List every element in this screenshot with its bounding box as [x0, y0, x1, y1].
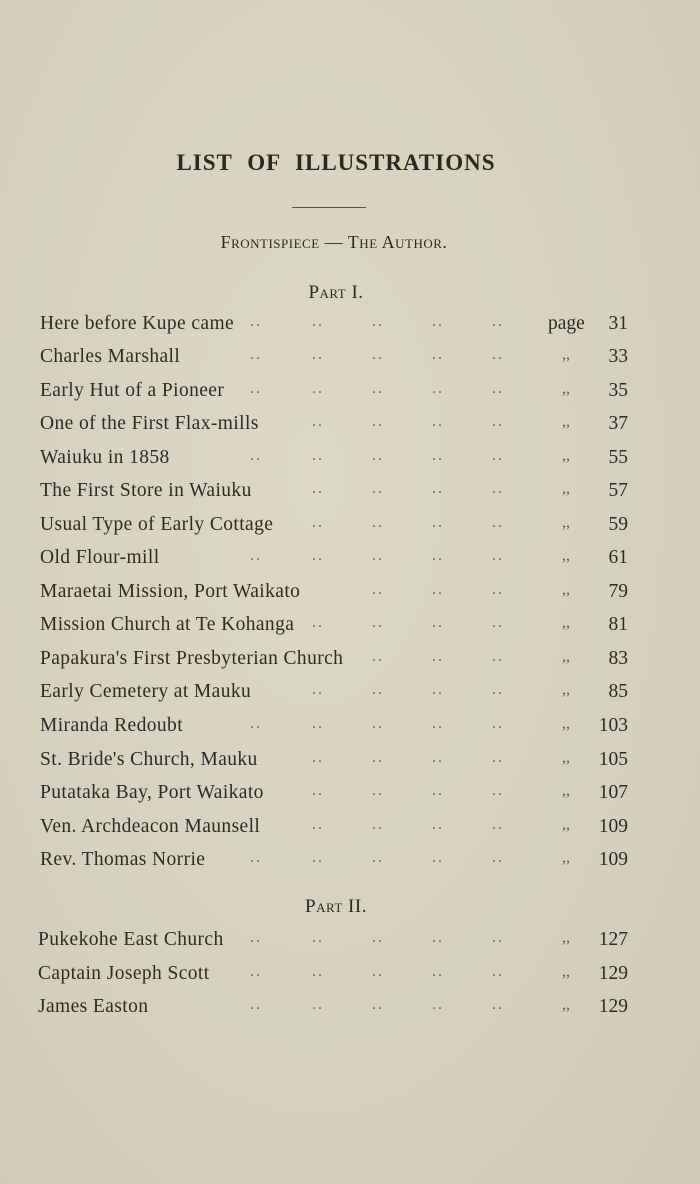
page-number: 79 — [608, 581, 628, 602]
illustration-entry — [0, 514, 700, 542]
dot-leader: .. — [250, 963, 262, 980]
dot-leader: .. — [372, 816, 384, 833]
page-number: 61 — [608, 547, 628, 568]
dot-leader: .. — [250, 849, 262, 866]
illustration-entry — [0, 929, 700, 957]
illustration-entry — [0, 996, 700, 1024]
page-prefix: ,, — [562, 447, 570, 464]
page-number: 83 — [608, 648, 628, 669]
entry-title: Miranda Redoubt — [40, 715, 184, 736]
dot-leader: .. — [312, 480, 324, 497]
entry-title: Ven. Archdeacon Maunsell — [40, 816, 261, 837]
dot-leader: .. — [312, 996, 324, 1013]
dot-leader: .. — [432, 581, 444, 598]
dot-leader: .. — [492, 996, 504, 1013]
dot-leader: .. — [432, 816, 444, 833]
title-rule — [292, 207, 366, 208]
entry-title: Here before Kupe came — [40, 313, 235, 334]
dot-leader: .. — [312, 380, 324, 397]
frontispiece-line: Frontispiece — The Author. — [220, 232, 448, 252]
page-number: 127 — [598, 929, 628, 950]
dot-leader: .. — [432, 346, 444, 363]
dot-leader: .. — [492, 648, 504, 665]
dot-leader: .. — [492, 782, 504, 799]
page-prefix: ,, — [562, 929, 570, 946]
dot-leader: .. — [312, 929, 324, 946]
illustration-entry — [0, 380, 700, 408]
dot-leader: .. — [312, 413, 324, 430]
dot-leader: .. — [250, 447, 262, 464]
page-number: 35 — [608, 380, 628, 401]
entry-title: Usual Type of Early Cottage — [40, 514, 274, 535]
entry-title: Early Cemetery at Mauku — [40, 681, 252, 702]
entry-title: The First Store in Waiuku — [40, 480, 252, 501]
dot-leader: .. — [492, 614, 504, 631]
illustration-entry — [0, 581, 700, 609]
page-prefix: ,, — [562, 413, 570, 430]
page-prefix: ,, — [562, 514, 570, 531]
page-number: 33 — [608, 346, 628, 367]
illustration-entry — [0, 480, 700, 508]
illustration-entry — [0, 749, 700, 777]
dot-leader: .. — [372, 749, 384, 766]
page-number: 55 — [608, 447, 628, 468]
page-prefix: ,, — [562, 681, 570, 698]
entry-title: Pukekohe East Church — [38, 929, 224, 950]
page-prefix: ,, — [562, 963, 570, 980]
dot-leader: .. — [312, 614, 324, 631]
dot-leader: .. — [250, 929, 262, 946]
page-number: 31 — [608, 313, 628, 334]
dot-leader: .. — [432, 547, 444, 564]
entry-title: One of the First Flax-mills — [40, 413, 259, 434]
illustration-entry — [0, 614, 700, 642]
entry-title: Maraetai Mission, Port Waikato — [40, 581, 301, 602]
entry-title: Early Hut of a Pioneer — [40, 380, 225, 401]
dot-leader: .. — [372, 715, 384, 732]
page-prefix: ,, — [562, 581, 570, 598]
page-prefix: ,, — [562, 849, 570, 866]
dot-leader: .. — [492, 346, 504, 363]
dot-leader: .. — [492, 413, 504, 430]
dot-leader: .. — [372, 681, 384, 698]
dot-leader: .. — [432, 782, 444, 799]
dot-leader: .. — [492, 581, 504, 598]
illustration-entry — [0, 447, 700, 475]
dot-leader: .. — [492, 816, 504, 833]
page-prefix: ,, — [562, 715, 570, 732]
page-number: 107 — [598, 782, 628, 803]
page-prefix: ,, — [562, 996, 570, 1013]
dot-leader: .. — [432, 715, 444, 732]
dot-leader: .. — [432, 681, 444, 698]
page-prefix: ,, — [562, 816, 570, 833]
page-prefix: ,, — [562, 749, 570, 766]
dot-leader: .. — [372, 547, 384, 564]
page-number: 85 — [608, 681, 628, 702]
dot-leader: .. — [432, 614, 444, 631]
page-prefix: ,, — [562, 346, 570, 363]
dot-leader: .. — [372, 581, 384, 598]
dot-leader: .. — [492, 447, 504, 464]
dot-leader: .. — [432, 996, 444, 1013]
page-prefix: ,, — [562, 547, 570, 564]
entry-title: James Easton — [38, 996, 149, 1017]
page-number: 129 — [598, 963, 628, 984]
dot-leader: .. — [432, 514, 444, 531]
page-number: 57 — [608, 480, 628, 501]
illustration-entry — [0, 346, 700, 374]
illustration-entry — [0, 715, 700, 743]
entry-title: Waiuku in 1858 — [40, 447, 170, 468]
dot-leader: .. — [372, 514, 384, 531]
dot-leader: .. — [372, 480, 384, 497]
page-number: 109 — [598, 849, 628, 870]
dot-leader: .. — [372, 782, 384, 799]
dot-leader: .. — [432, 313, 444, 330]
entry-title: Charles Marshall — [40, 346, 181, 367]
dot-leader: .. — [372, 929, 384, 946]
dot-leader: .. — [250, 380, 262, 397]
dot-leader: .. — [432, 380, 444, 397]
illustration-entry — [0, 413, 700, 441]
illustration-entry — [0, 782, 700, 810]
dot-leader: .. — [312, 313, 324, 330]
dot-leader: .. — [372, 963, 384, 980]
dot-leader: .. — [312, 346, 324, 363]
page-number: 129 — [598, 996, 628, 1017]
page-prefix: ,, — [562, 380, 570, 397]
dot-leader: .. — [432, 749, 444, 766]
dot-leader: .. — [312, 715, 324, 732]
dot-leader: .. — [492, 929, 504, 946]
entry-title: Mission Church at Te Kohanga — [40, 614, 295, 635]
page-number: 81 — [608, 614, 628, 635]
page-prefix: ,, — [562, 782, 570, 799]
entry-title: Old Flour-mill — [40, 547, 160, 568]
dot-leader: .. — [492, 313, 504, 330]
dot-leader: .. — [432, 413, 444, 430]
entry-title: Captain Joseph Scott — [38, 963, 210, 984]
dot-leader: .. — [492, 849, 504, 866]
entry-title: Papakura's First Presbyterian Church — [40, 648, 344, 669]
dot-leader: .. — [432, 929, 444, 946]
dot-leader: .. — [312, 681, 324, 698]
dot-leader: .. — [492, 380, 504, 397]
entry-title: Rev. Thomas Norrie — [40, 849, 206, 870]
dot-leader: .. — [432, 963, 444, 980]
page-number: 103 — [598, 715, 628, 736]
dot-leader: .. — [492, 681, 504, 698]
entry-title: St. Bride's Church, Mauku — [40, 749, 258, 770]
dot-leader: .. — [432, 849, 444, 866]
dot-leader: .. — [372, 413, 384, 430]
dot-leader: .. — [312, 447, 324, 464]
dot-leader: .. — [250, 313, 262, 330]
part-heading: Part I. — [308, 282, 364, 303]
page-prefix: page — [548, 313, 585, 334]
dot-leader: .. — [372, 996, 384, 1013]
dot-leader: .. — [312, 514, 324, 531]
dot-leader: .. — [372, 648, 384, 665]
dot-leader: .. — [312, 849, 324, 866]
dot-leader: .. — [372, 346, 384, 363]
dot-leader: .. — [250, 547, 262, 564]
dot-leader: .. — [372, 313, 384, 330]
dot-leader: .. — [492, 715, 504, 732]
dot-leader: .. — [372, 447, 384, 464]
illustration-entry — [0, 313, 700, 341]
dot-leader: .. — [492, 514, 504, 531]
dot-leader: .. — [312, 816, 324, 833]
dot-leader: .. — [432, 447, 444, 464]
dot-leader: .. — [432, 480, 444, 497]
illustration-entry — [0, 681, 700, 709]
illustration-entry — [0, 963, 700, 991]
page-number: 37 — [608, 413, 628, 434]
dot-leader: .. — [372, 614, 384, 631]
dot-leader: .. — [250, 346, 262, 363]
page-title: LIST OF ILLUSTRATIONS — [176, 150, 496, 175]
illustration-entry — [0, 648, 700, 676]
dot-leader: .. — [312, 963, 324, 980]
page-prefix: ,, — [562, 480, 570, 497]
page-number: 105 — [598, 749, 628, 770]
page-number: 59 — [608, 514, 628, 535]
dot-leader: .. — [312, 749, 324, 766]
dot-leader: .. — [492, 963, 504, 980]
dot-leader: .. — [492, 749, 504, 766]
illustration-entry — [0, 816, 700, 844]
illustration-entry — [0, 547, 700, 575]
dot-leader: .. — [372, 849, 384, 866]
dot-leader: .. — [312, 547, 324, 564]
page-prefix: ,, — [562, 648, 570, 665]
dot-leader: .. — [492, 547, 504, 564]
part-heading: Part II. — [305, 896, 367, 917]
dot-leader: .. — [432, 648, 444, 665]
dot-leader: .. — [372, 380, 384, 397]
entry-title: Putataka Bay, Port Waikato — [40, 782, 264, 803]
dot-leader: .. — [312, 782, 324, 799]
page-number: 109 — [598, 816, 628, 837]
illustration-entry — [0, 849, 700, 877]
dot-leader: .. — [250, 996, 262, 1013]
dot-leader: .. — [492, 480, 504, 497]
dot-leader: .. — [250, 715, 262, 732]
page-prefix: ,, — [562, 614, 570, 631]
